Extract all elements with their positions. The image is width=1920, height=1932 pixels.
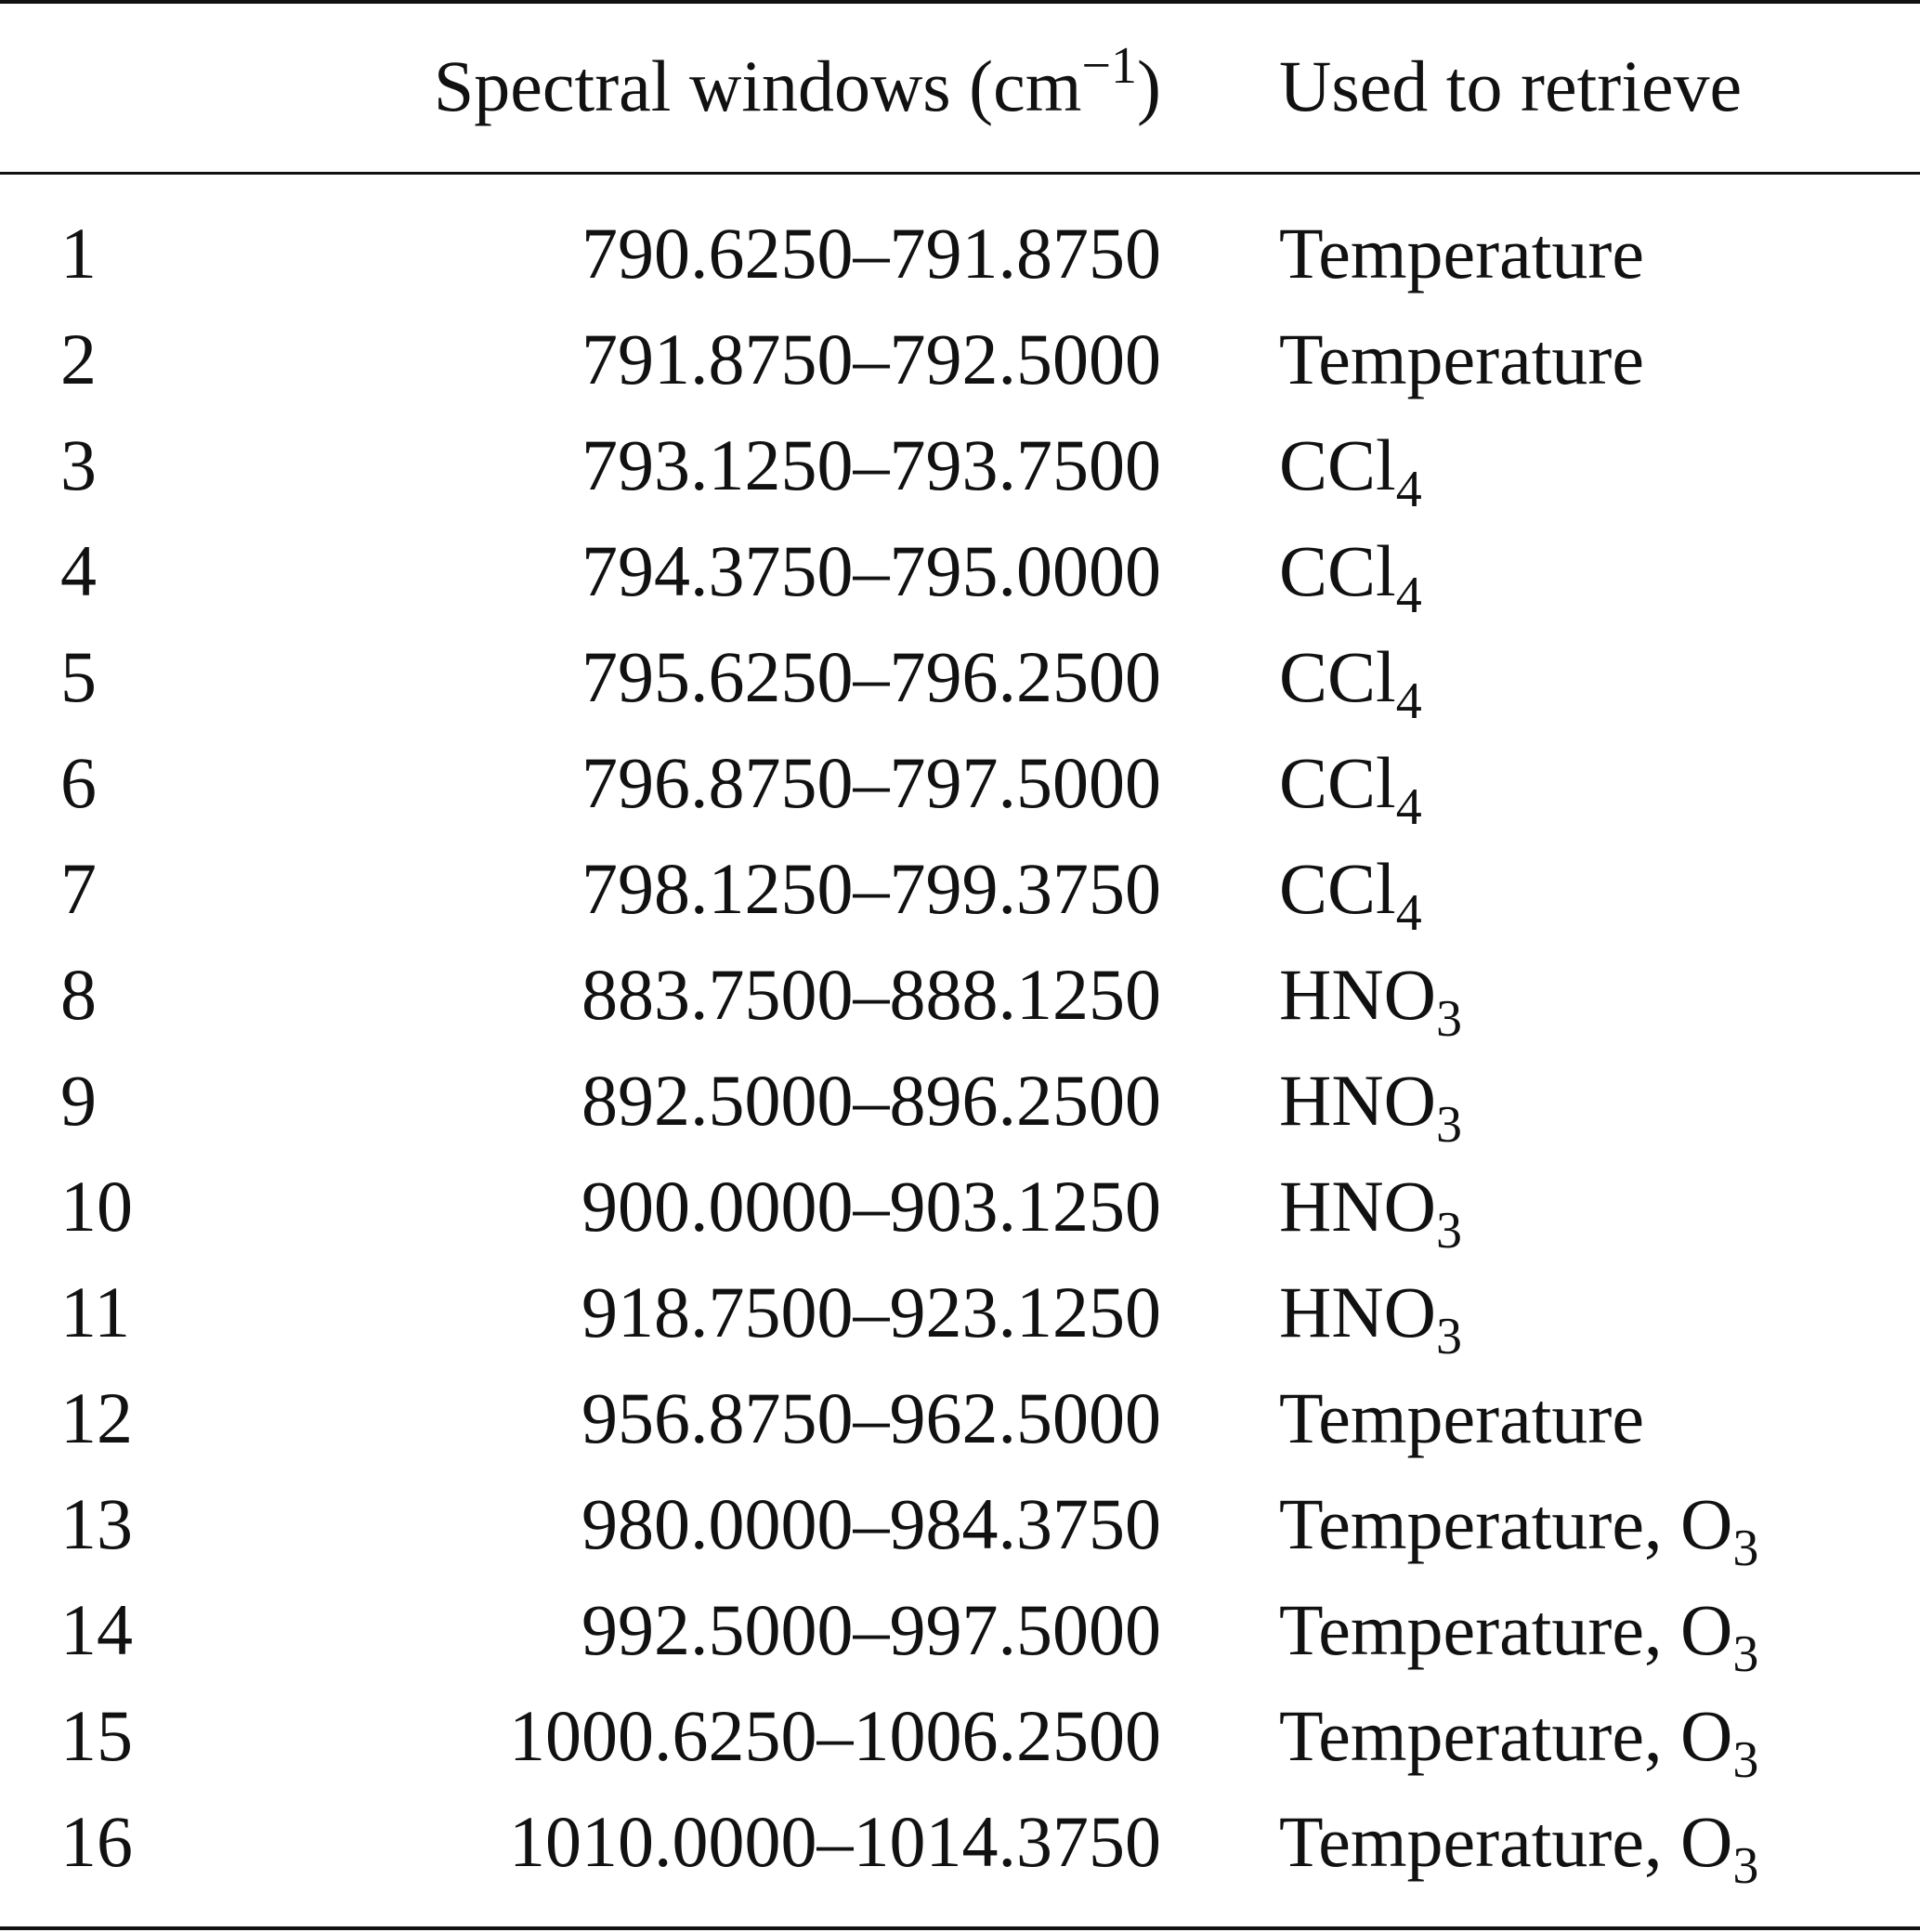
row-range: 1000.6250–1006.2500 xyxy=(509,1695,1161,1776)
row-index: 5 xyxy=(60,636,97,717)
row-used: CCl$_4$ xyxy=(1279,742,1422,836)
row-range: 796.8750–797.5000 xyxy=(581,742,1161,823)
row-index: 14 xyxy=(60,1589,133,1670)
row-index: 2 xyxy=(60,319,97,399)
row-range: 795.6250–796.2500 xyxy=(581,636,1161,717)
row-index: 16 xyxy=(60,1801,133,1882)
bottom-rule xyxy=(0,1926,1920,1930)
row-used: Temperature xyxy=(1279,1377,1644,1458)
row-used: Temperature xyxy=(1279,213,1644,294)
row-used: CCl$_4$ xyxy=(1279,530,1422,624)
row-used: Temperature xyxy=(1279,319,1644,399)
row-range: 992.5000–997.5000 xyxy=(581,1589,1161,1670)
row-index: 12 xyxy=(60,1377,133,1458)
row-used: $HNO_3$ xyxy=(1279,954,1462,1048)
row-index: 11 xyxy=(60,1272,131,1352)
row-used: $HNO_3$ xyxy=(1279,1060,1462,1154)
row-index: 10 xyxy=(60,1166,133,1247)
row-index: 7 xyxy=(60,848,97,929)
row-index: 13 xyxy=(60,1483,133,1564)
row-range: 793.1250–793.7500 xyxy=(581,424,1161,505)
row-index: 1 xyxy=(60,213,97,294)
row-index: 3 xyxy=(60,424,97,505)
header-spectral-windows: Spectral windows $(cm^{-1})$ xyxy=(433,37,1161,126)
row-used: CCl$_4$ xyxy=(1279,848,1422,942)
row-used: Temperature, $O_3$ xyxy=(1279,1695,1759,1789)
row-range: 791.8750–792.5000 xyxy=(581,319,1161,399)
row-index: 6 xyxy=(60,742,97,823)
row-range: 892.5000–896.2500 xyxy=(581,1060,1161,1141)
row-used: Temperature, $O_3$ xyxy=(1279,1483,1759,1577)
row-index: 8 xyxy=(60,954,97,1035)
row-used: CCl$_4$ xyxy=(1279,424,1422,518)
row-range: 883.7500–888.1250 xyxy=(581,954,1161,1035)
header-superscript: −1 xyxy=(1081,37,1138,95)
row-used: Temperature, $O_3$ xyxy=(1279,1589,1759,1683)
header-rule xyxy=(0,172,1920,175)
top-rule xyxy=(0,0,1920,4)
row-range: 1010.0000–1014.3750 xyxy=(509,1801,1161,1882)
row-used: $HNO_3$ xyxy=(1279,1166,1462,1260)
row-range: 790.6250–791.8750 xyxy=(581,213,1161,294)
row-used: CCl$_4$ xyxy=(1279,636,1422,730)
row-range: 794.3750–795.0000 xyxy=(581,530,1161,611)
row-used: Temperature, $O_3$ xyxy=(1279,1801,1759,1895)
row-range: 918.7500–923.1250 xyxy=(581,1272,1161,1352)
row-range: 956.8750–962.5000 xyxy=(581,1377,1161,1458)
row-range: 900.0000–903.1250 xyxy=(581,1166,1161,1247)
header-used-to-retrieve: Used to retrieve xyxy=(1279,46,1743,126)
row-used: $HNO_3$ xyxy=(1279,1272,1462,1365)
row-index: 9 xyxy=(60,1060,97,1141)
row-range: 980.0000–984.3750 xyxy=(581,1483,1161,1564)
row-index: 4 xyxy=(60,530,97,611)
row-index: 15 xyxy=(60,1695,133,1776)
row-range: 798.1250–799.3750 xyxy=(581,848,1161,929)
